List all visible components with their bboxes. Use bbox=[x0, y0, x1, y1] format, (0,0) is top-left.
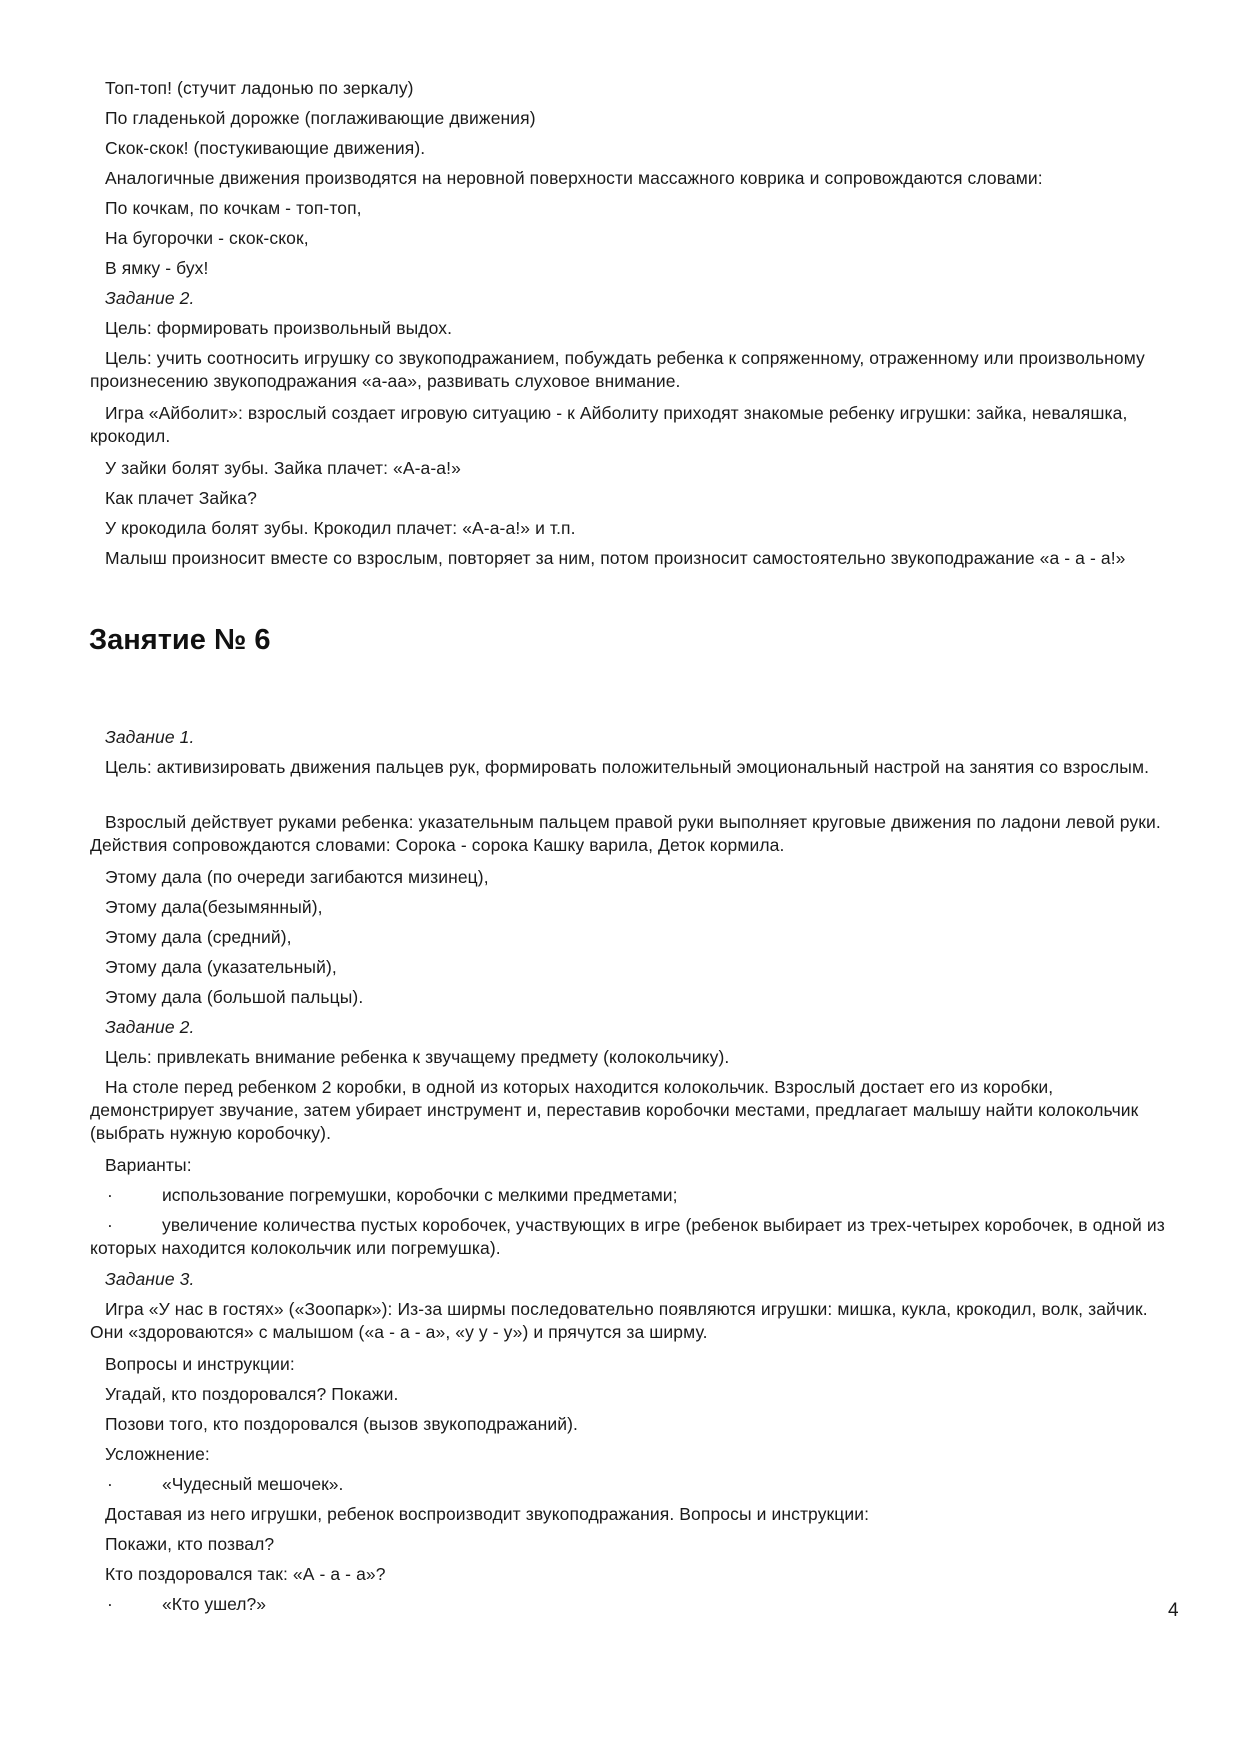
game-paragraph: Игра «Айболит»: взрослый создает игровую ситуацию - к Айболиту приходят знакомые ребенку игрушки: зайка, неваляшка, крокодил. bbox=[90, 403, 1128, 446]
bullet-point: · bbox=[107, 1185, 113, 1205]
page-number: 4 bbox=[1168, 1600, 1179, 1621]
text-line: Этому дала (средний), bbox=[105, 927, 292, 947]
text-line: Угадай, кто поздоровался? Покажи. bbox=[105, 1384, 399, 1404]
text-line: Кто поздоровался так: «А - а - а»? bbox=[105, 1564, 386, 1584]
text-line: По гладенькой дорожке (поглаживающие движения) bbox=[105, 108, 536, 128]
goal-paragraph: Цель: активизировать движения пальцев рук, формировать положительный эмоциональный настрой на занятия со взрослым. bbox=[105, 757, 1150, 777]
text-line: На бугорочки - скок-скок, bbox=[105, 228, 309, 248]
bullet-point: · bbox=[107, 1474, 113, 1494]
bullet-text: использование погремушки, коробочки с мелкими предметами; bbox=[162, 1185, 678, 1205]
text-line: У крокодила болят зубы. Крокодил плачет: «А-а-а!» и т.п. bbox=[105, 518, 576, 538]
text-line: Этому дала (по очереди загибаются мизинец), bbox=[105, 867, 489, 887]
task-label: Задание 2. bbox=[105, 1017, 195, 1037]
task-label: Задание 1. bbox=[105, 727, 195, 747]
section-heading: Занятие № 6 bbox=[89, 624, 271, 656]
bullet-text: «Чудесный мешочек». bbox=[162, 1474, 344, 1494]
boxes-paragraph: На столе перед ребенком 2 коробки, в одной из которых находится колокольчик. Взрослый достает его из коробки, демонстрирует звучание, затем убирает инструмент и, переставив коробочки местами, предлагает малышу найти колокольчик (выбрать нужную коробочку). bbox=[90, 1077, 1139, 1143]
text-line: Этому дала (указательный), bbox=[105, 957, 337, 977]
text-line: Варианты: bbox=[105, 1155, 192, 1175]
text-line: Позови того, кто поздоровался (вызов звукоподражаний). bbox=[105, 1414, 579, 1434]
kid-repeats-paragraph: Малыш произносит вместе со взрослым, повторяет за ним, потом произносит самостоятельно звукоподражание «а - а - а!» bbox=[105, 548, 1126, 568]
text-line: Скок-скок! (постукивающие движения). bbox=[105, 138, 426, 158]
text-line: У зайки болят зубы. Зайка плачет: «А-а-а!» bbox=[105, 458, 461, 478]
text-line: Вопросы и инструкции: bbox=[105, 1354, 295, 1374]
text-line: Доставая из него игрушки, ребенок воспроизводит звукоподражания. Вопросы и инструкции: bbox=[105, 1504, 870, 1524]
text-line: Аналогичные движения производятся на неровной поверхности массажного коврика и сопровождаются словами: bbox=[105, 168, 1043, 188]
text-line: Покажи, кто позвал? bbox=[105, 1534, 275, 1554]
goal-paragraph: Цель: учить соотносить игрушку со звукоподражанием, побуждать ребенка к сопряженному, отраженному или произвольному произнесению звукоподражания «а-аа», развивать слуховое внимание. bbox=[90, 348, 1145, 391]
text-line: По кочкам, по кочкам - топ-топ, bbox=[105, 198, 362, 218]
bullet-point: · bbox=[107, 1215, 113, 1235]
text-line: В ямку - бух! bbox=[105, 258, 209, 278]
text-line: Этому дала(безымянный), bbox=[105, 897, 323, 917]
bullet-text: «Кто ушел?» bbox=[162, 1594, 266, 1614]
text-line: Топ-топ! (стучит ладонью по зеркалу) bbox=[105, 78, 414, 98]
text-line: Этому дала (большой пальцы). bbox=[105, 987, 364, 1007]
instructions-paragraph: Взрослый действует руками ребенка: указательным пальцем правой руки выполняет круговые движения по ладони левой руки. Действия сопровождаются словами: Сорока - сорока Кашку варила, Деток кормила. bbox=[90, 812, 1161, 855]
goal-text: Цель: привлекать внимание ребенка к звучащему предмету (колокольчику). bbox=[105, 1047, 730, 1067]
task-label: Задание 2. bbox=[105, 288, 195, 308]
text-line: Как плачет Зайка? bbox=[105, 488, 257, 508]
bullet-point: · bbox=[107, 1594, 113, 1614]
bullet-text: увеличение количества пустых коробочек, участвующих в игре (ребенок выбирает из трех-четырех коробочек, в одной из которых находится колокольчик или погремушка). bbox=[90, 1215, 1165, 1258]
game-paragraph: Игра «У нас в гостях» («Зоопарк»): Из-за ширмы последовательно появляются игрушки: мишка, кукла, крокодил, волк, зайчик. Они «здороваются» с малышом («а - а - а», «у у - у») и прячутся за ширму. bbox=[90, 1299, 1148, 1342]
goal-text: Цель: формировать произвольный выдох. bbox=[105, 318, 453, 338]
task-label: Задание 3. bbox=[105, 1269, 195, 1289]
text-line: Усложнение: bbox=[105, 1444, 210, 1464]
